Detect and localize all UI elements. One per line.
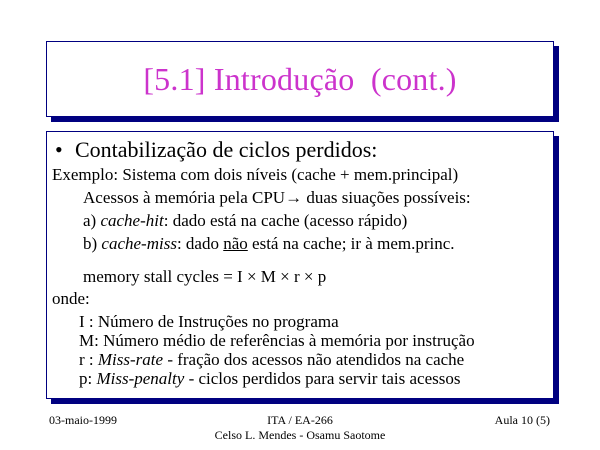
footer-authors: Celso L. Mendes - Osamu Saotome bbox=[214, 428, 386, 442]
item-a-term: cache-hit bbox=[100, 211, 164, 230]
footer-center bbox=[200, 413, 400, 443]
item-a-rest: : dado está na cache (acesso rápido) bbox=[163, 211, 408, 230]
definition-m: M: Número médio de referências à memória por instrução bbox=[79, 331, 475, 350]
right-arrow-icon: → bbox=[285, 188, 303, 207]
definition-p-term: Miss-penalty bbox=[96, 369, 185, 388]
definition-p bbox=[79, 369, 460, 389]
example-line: Exemplo: Sistema com dois níveis (cache + mem.principal) bbox=[52, 165, 459, 184]
definition-r-rest: - fração dos acessos não atendidos na cache bbox=[163, 350, 465, 369]
definition-r bbox=[79, 350, 464, 370]
definition-r-term: Miss-rate bbox=[97, 350, 164, 369]
bullet-icon: • bbox=[55, 137, 63, 162]
formula-line: memory stall cycles = I × M × r × p bbox=[83, 267, 327, 286]
access-prefix: Acessos à memória pela CPU bbox=[83, 188, 286, 207]
footer-course: ITA / EA-266 bbox=[267, 413, 333, 427]
definition-i: I : Número de Instruções no programa bbox=[79, 312, 339, 331]
onde-label: onde: bbox=[52, 289, 90, 308]
bullet-text: Contabilização de ciclos perdidos: bbox=[75, 137, 378, 162]
item-cache-hit bbox=[83, 211, 407, 231]
footer-slide-number: Aula 10 (5) bbox=[494, 413, 550, 427]
item-b-before: : dado bbox=[176, 234, 224, 253]
definition-p-rest: - ciclos perdidos para servir tais acessos bbox=[184, 369, 461, 388]
title-box bbox=[46, 41, 554, 117]
item-b-rest: está na cache; ir à mem.princ. bbox=[247, 234, 455, 253]
slide-title: [5.1] Introdução (cont.) bbox=[143, 60, 457, 97]
content-box bbox=[46, 131, 554, 399]
footer-date: 03-maio-1999 bbox=[49, 413, 117, 427]
item-b-term: cache-miss bbox=[101, 234, 177, 253]
access-line bbox=[83, 188, 471, 208]
access-suffix: duas siuações possíveis: bbox=[302, 188, 471, 207]
bullet-line bbox=[55, 137, 377, 163]
item-b-marker: b) bbox=[83, 234, 102, 253]
definition-p-prefix: p: bbox=[79, 369, 97, 388]
item-cache-miss bbox=[83, 234, 455, 254]
item-a-marker: a) bbox=[83, 211, 101, 230]
definition-r-prefix: r : bbox=[79, 350, 98, 369]
item-b-underlined: não bbox=[223, 234, 248, 253]
